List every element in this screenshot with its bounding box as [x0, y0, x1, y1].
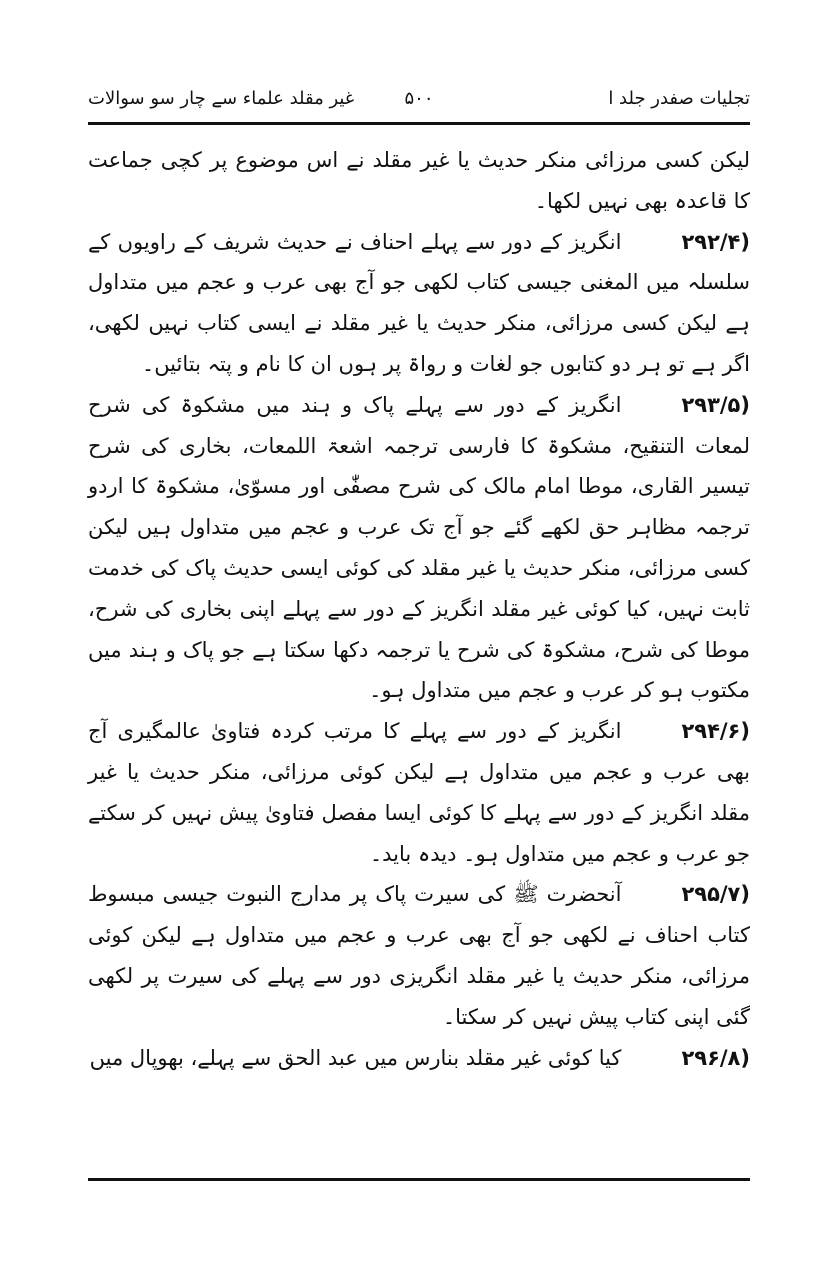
- question-number: (۲۹۳/۵: [681, 392, 750, 417]
- question-number: (۲۹۲/۴: [681, 229, 750, 254]
- question-paragraph: [88, 385, 750, 711]
- question-paragraph: [88, 711, 750, 874]
- header-book-label: تجلیات صفدر جلد ا: [608, 88, 750, 109]
- footer-rule: [88, 1178, 750, 1181]
- question-text: کیا کوئی غیر مقلد بنارس میں عبد الحق سے پہلے، بھوپال میں: [89, 1045, 622, 1070]
- question-text: انگریز کے دور سے پہلے احناف نے حدیث شریف کے راویوں کے سلسلہ میں المغنی جیسی کتاب لکھی جو آج بھی عرب و عجم میں متداول ہے لیکن کسی مرزائی، منکر حدیث یا غیر مقلد نے ایسی کتاب نہیں لکھی، اگر ہے تو ہر دو کتابوں جو لغات و رواۃ پر ہوں ان کا نام و پتہ بتائیں۔: [88, 229, 750, 376]
- body-text: [88, 140, 750, 1078]
- header-page-number: ۵۰۰: [404, 88, 434, 109]
- question-text: آنحضرت ﷺ کی سیرت پاک پر مدارج النبوت جیسی مبسوط کتاب احناف نے لکھی جو آج بھی عرب و عجم میں متداول ہے لیکن کوئی مرزائی، منکر حدیث یا غیر مقلد انگریزی دور سے پہلے کی سیرت پر لکھی گئی اپنی کتاب پیش نہیں کر سکتا۔: [88, 882, 750, 1029]
- question-number: (۲۹۴/۶: [681, 719, 750, 744]
- question-text: انگریز کے دور سے پہلے کا مرتب کردہ فتاویٰ عالمگیری آج بھی عرب و عجم میں متداول ہے لیکن کوئی مرزائی، منکر حدیث یا غیر مقلد انگریز کے دور سے پہلے کا کوئی ایسا مفصل فتاویٰ پیش نہیں کر سکتے جو عرب و عجم میں متداول ہو۔ دیدہ باید۔: [88, 719, 750, 866]
- question-number: (۲۹۶/۸: [681, 1045, 750, 1070]
- header-rule: [88, 122, 750, 125]
- intro-paragraph: لیکن کسی مرزائی منکر حدیث یا غیر مقلد نے اس موضوع پر کچی جماعت کا قاعدہ بھی نہیں لکھا۔: [88, 148, 750, 213]
- header-title: غیر مقلد علماء سے چار سو سوالات: [88, 88, 355, 109]
- question-paragraph: [88, 1038, 750, 1079]
- running-header: [88, 86, 750, 118]
- question-number: (۲۹۵/۷: [681, 882, 750, 907]
- question-text: انگریز کے دور سے پہلے پاک و ہند میں مشکوۃ کی شرح لمعات التنقیح، مشکوۃ کا فارسی ترجمہ اشعۃ اللمعات، بخاری کی شرح تیسیر القاری، موطا امام مالک کی شرح مصفّٰی اور مسوّیٰ، مشکوۃ کا اردو ترجمہ مظاہر حق لکھے گئے جو آج تک عرب و عجم میں متداول ہیں لیکن کسی مرزائی، منکر حدیث یا غیر مقلد کی کوئی ایسی حدیث پاک کی خدمت ثابت نہیں، کیا کوئی غیر مقلد انگریز کے دور سے پہلے اپنی بخاری کی شرح، موطا کی شرح، مشکوۃ کی شرح یا ترجمہ دکھا سکتا ہے جو پاک و ہند میں مکتوب ہو کر عرب و عجم میں متداول ہو۔: [88, 392, 750, 703]
- question-paragraph: [88, 874, 750, 1037]
- question-paragraph: [88, 222, 750, 385]
